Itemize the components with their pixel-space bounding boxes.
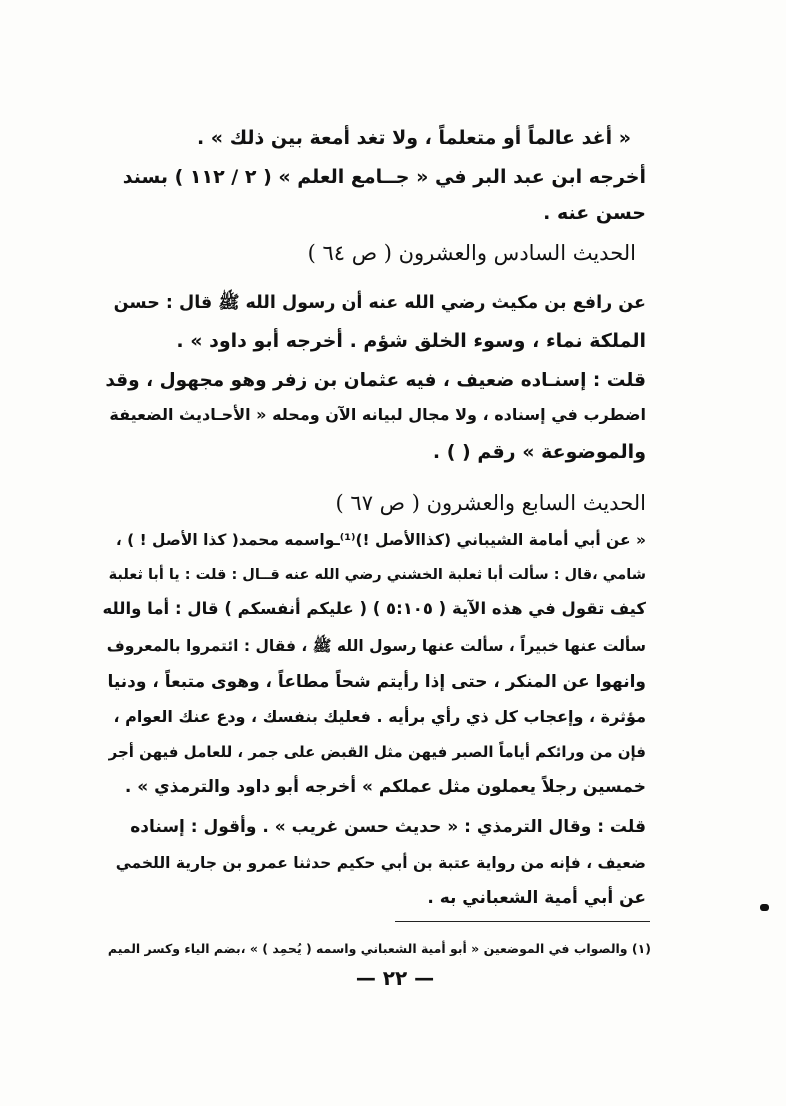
footnote-divider: [395, 921, 650, 922]
text-line-20: ضعيف ، فإنه من رواية عتبة بن أبي حكيم حدثنا عمرو بن جارية اللخمي: [115, 854, 646, 872]
text-line-7: قلت : إسنـاده ضعيف ، فيه عثمان بن زفر وهو مجهول ، وقد: [105, 370, 646, 391]
text-line-16: مؤثرة ، وإعجاب كل ذي رأي برأيه . فعليك بنفسك ، ودع عنك العوام ،: [113, 707, 646, 726]
text-line-8: اضطرب في إسناده ، ولا مجال لبيانه الآن ومحله « الأحـاديث الضعيفة: [109, 405, 646, 424]
text-line-2: أخرجه ابن عبد البر في « جــامع العلم » ( ٢ / ١١٢ ) بسند: [122, 166, 646, 188]
text-line-14: سألت عنها خبيراً ، سألت عنها رسول الله ﷺ ، فقال : ائتمروا بالمعروف: [106, 637, 646, 655]
text-line-19: قلت : وقال الترمذي : « حديث حسن غريب » . وأقول : إسناده: [130, 817, 646, 837]
section-heading-26: الحديث السادس والعشرون ( ص ٦٤ ): [307, 241, 636, 265]
text-line-12: شامي ،قال : سألت أبا ثعلبة الخشني رضي الله عنه قــال : قلت : يا أبا ثعلبة: [108, 567, 646, 583]
text-line-6: الملكة نماء ، وسوء الخلق شؤم . أخرجه أبو داود » .: [176, 330, 646, 352]
text-line-9: والموضوعة » رقم ( ) .: [432, 441, 646, 463]
footnote: (١) والصواب في الموضعين « أبو أمية الشعباني واسمه ( يُحمِد ) » ،بضم الياء وكسر الميم: [107, 941, 651, 956]
text-line-13: كيف تقول في هذه الآية ( ٥:١٠٥ ) ( عليكم أنفسكم ) قال : أما والله: [102, 599, 646, 618]
text-line-17: فإن من ورائكم أياماً الصبر فيهن مثل القبض على جمر ، للعامل فيهن أجر: [108, 743, 646, 761]
text-line-1: « أغد عالماً أو متعلماً ، ولا تغد أمعة بين ذلك » .: [196, 127, 631, 149]
text-line-21: عن أبي أمية الشعباني به .: [427, 888, 646, 908]
text-line-3: حسن عنه .: [543, 202, 646, 224]
section-heading-27: الحديث السابع والعشرون ( ص ٦٧ ): [335, 491, 646, 515]
page-number: — ٢٢ —: [355, 966, 435, 990]
text-line-5: عن رافع بن مكيث رضي الله عنه أن رسول الله ﷺ قال : حسن: [113, 293, 646, 313]
text-line-18: خمسين رجلاً يعملون مثل عملكم » أخرجه أبو داود والترمذي » .: [124, 777, 646, 797]
text-line-15: وانهوا عن المنكر ، حتى إذا رأيتم شحاً مطاعاً ، وهوى متبعاً ، ودنيا: [107, 672, 646, 692]
scan-speck: [760, 904, 769, 911]
text-line-11: « عن أبي أمامة الشيباني (كذاالأصل !)⁽¹⁾ـواسمه محمد( كذا الأصل ! ) ،: [115, 531, 646, 549]
